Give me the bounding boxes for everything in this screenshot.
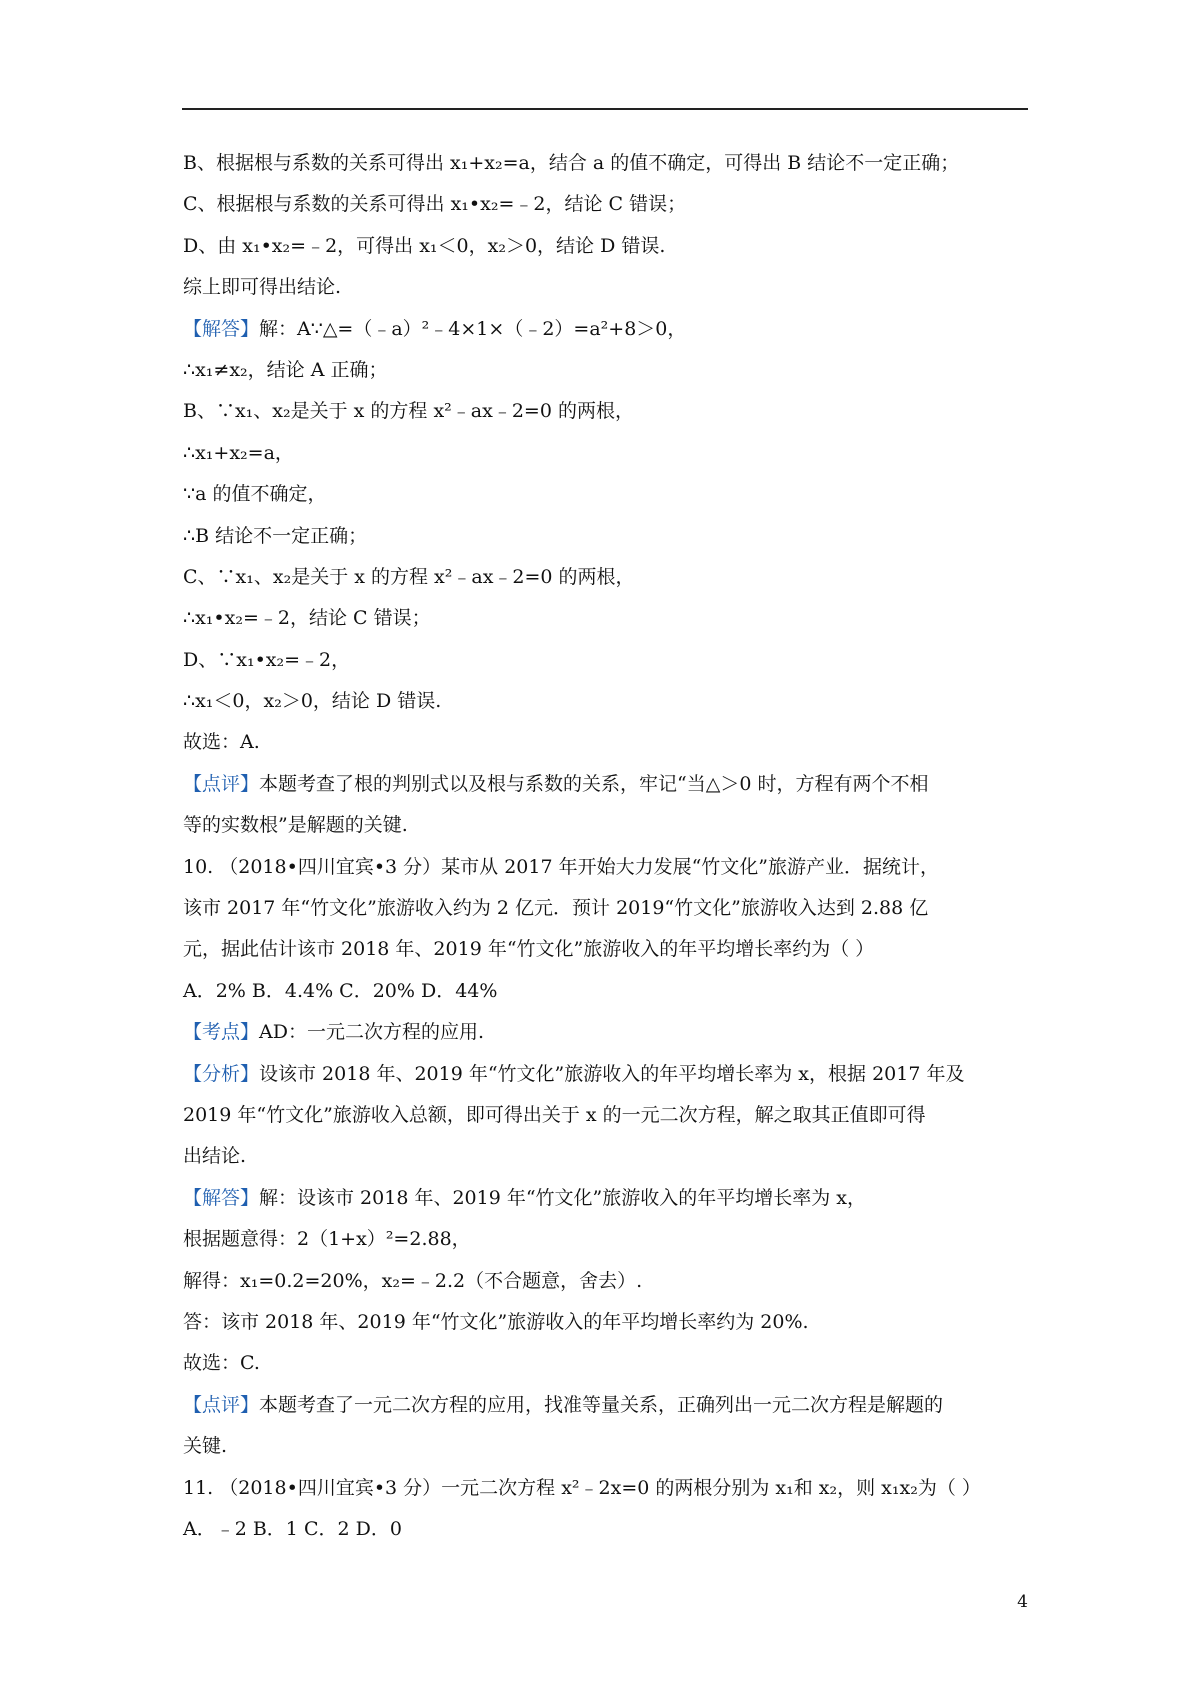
line-text: A．﹣2 B．1 C．2 D．0: [183, 1517, 402, 1540]
line-text: AD：一元二次方程的应用.: [259, 1021, 485, 1044]
text-line: [183, 805, 1033, 846]
line-text: 本题考查了一元二次方程的应用，找准等量关系，正确列出一元二次方程是解题的: [259, 1393, 944, 1416]
line-text: ∴B 结论不一定正确；: [183, 524, 368, 547]
text-line: [183, 1426, 1033, 1467]
line-text: 等的实数根”是解题的关键.: [183, 814, 408, 837]
text-line: [183, 557, 1033, 598]
line-text: ∴x₁+x₂=a，: [183, 441, 294, 464]
text-line: [183, 1302, 1033, 1343]
section-tag: 【解答】: [183, 1186, 260, 1209]
text-line: [183, 391, 1033, 432]
line-text: 解得：x₁=0.2=20%，x₂=﹣2.2（不合题意，舍去）.: [183, 1269, 643, 1292]
line-text: ∴x₁＜0，x₂＞0，结论 D 错误.: [183, 690, 442, 713]
line-text: 解：设该市 2018 年、2019 年“竹文化”旅游收入的年平均增长率为 x，: [259, 1186, 867, 1209]
text-line: [183, 1178, 1033, 1219]
text-line: [183, 267, 1033, 308]
text-line: [183, 226, 1033, 267]
line-text: ∴x₁≠x₂，结论 A 正确；: [183, 358, 388, 381]
line-text: A．2% B．4.4% C．20% D．44%: [183, 979, 498, 1002]
text-line: [183, 681, 1033, 722]
text-line: [183, 1012, 1033, 1053]
text-line: [183, 1136, 1033, 1177]
text-line: [183, 516, 1033, 557]
line-text: 故选：A.: [183, 731, 260, 754]
line-text: 故选：C.: [183, 1352, 260, 1375]
section-tag: 【考点】: [183, 1021, 260, 1044]
text-line: [183, 350, 1033, 391]
line-text: 该市 2017 年“竹文化”旅游收入约为 2 亿元．预计 2019“竹文化”旅游收入达到 2.88 亿: [183, 897, 929, 920]
line-text: D、∵x₁•x₂=﹣2，: [183, 648, 351, 671]
text-line: [183, 1385, 1033, 1426]
line-text: 2019 年“竹文化”旅游收入总额，即可得出关于 x 的一元二次方程，解之取其正值即可得: [183, 1103, 926, 1126]
text-line: [183, 847, 1033, 888]
text-line: [183, 1261, 1033, 1302]
line-text: 设该市 2018 年、2019 年“竹文化”旅游收入的年平均增长率为 x，根据 2017 年及: [259, 1062, 965, 1085]
line-text: 10. （2018•四川宜宾•3 分）某市从 2017 年开始大力发展“竹文化”旅游产业．据统计，: [183, 855, 940, 878]
text-line: [183, 888, 1033, 929]
text-line: [183, 1468, 1033, 1509]
text-line: [183, 722, 1033, 763]
line-text: C、根据根与系数的关系可得出 x₁•x₂=﹣2，结论 C 错误；: [183, 193, 687, 216]
line-text: 答：该市 2018 年、2019 年“竹文化”旅游收入的年平均增长率约为 20%.: [183, 1310, 809, 1333]
text-line: [183, 1054, 1033, 1095]
text-line: [183, 184, 1033, 225]
text-line: [183, 433, 1033, 474]
line-text: B、根据根与系数的关系可得出 x₁+x₂=a，结合 a 的值不确定，可得出 B 结论不一定正确；: [183, 152, 960, 174]
line-text: 根据题意得：2（1+x）²=2.88，: [183, 1228, 471, 1251]
section-tag: 【点评】: [183, 1393, 260, 1416]
page-number: 4: [1017, 1592, 1028, 1612]
line-text: 元，据此估计该市 2018 年、2019 年“竹文化”旅游收入的年平均增长率约为（ ）: [183, 938, 875, 961]
line-text: ∵a 的值不确定，: [183, 483, 327, 506]
text-line: [183, 598, 1033, 639]
line-text: 综上即可得出结论.: [183, 276, 342, 299]
text-line: [183, 1095, 1033, 1136]
header-rule: [182, 108, 1028, 110]
text-line: [183, 640, 1033, 681]
line-text: C、∵x₁、x₂是关于 x 的方程 x²﹣ax﹣2=0 的两根，: [183, 565, 635, 588]
text-line: [183, 971, 1033, 1012]
line-text: B、∵x₁、x₂是关于 x 的方程 x²﹣ax﹣2=0 的两根，: [183, 400, 634, 423]
section-tag: 【分析】: [183, 1062, 260, 1085]
section-tag: 【解答】: [183, 317, 260, 340]
line-text: 出结论.: [183, 1145, 247, 1168]
text-line: [183, 764, 1033, 805]
line-text: ∴x₁•x₂=﹣2，结论 C 错误；: [183, 607, 431, 630]
text-line: [183, 1219, 1033, 1260]
line-text: 解：A∵△=（﹣a）²﹣4×1×（﹣2）=a²+8＞0，: [259, 317, 687, 340]
text-line: [183, 1343, 1033, 1384]
line-text: 关键.: [183, 1435, 228, 1458]
text-line: [183, 143, 1033, 184]
text-line: [183, 1509, 1033, 1550]
line-text: 本题考查了根的判别式以及根与系数的关系，牢记“当△＞0 时，方程有两个不相: [259, 772, 929, 795]
line-text: D、由 x₁•x₂=﹣2，可得出 x₁＜0，x₂＞0，结论 D 错误.: [183, 234, 666, 257]
text-line: [183, 474, 1033, 515]
line-text: 11. （2018•四川宜宾•3 分）一元二次方程 x²﹣2x=0 的两根分别为 x₁和 x₂，则 x₁x₂为（ ）: [183, 1476, 981, 1499]
document-body: [183, 143, 1033, 1550]
section-tag: 【点评】: [183, 772, 260, 795]
text-line: [183, 309, 1033, 350]
text-line: [183, 929, 1033, 970]
